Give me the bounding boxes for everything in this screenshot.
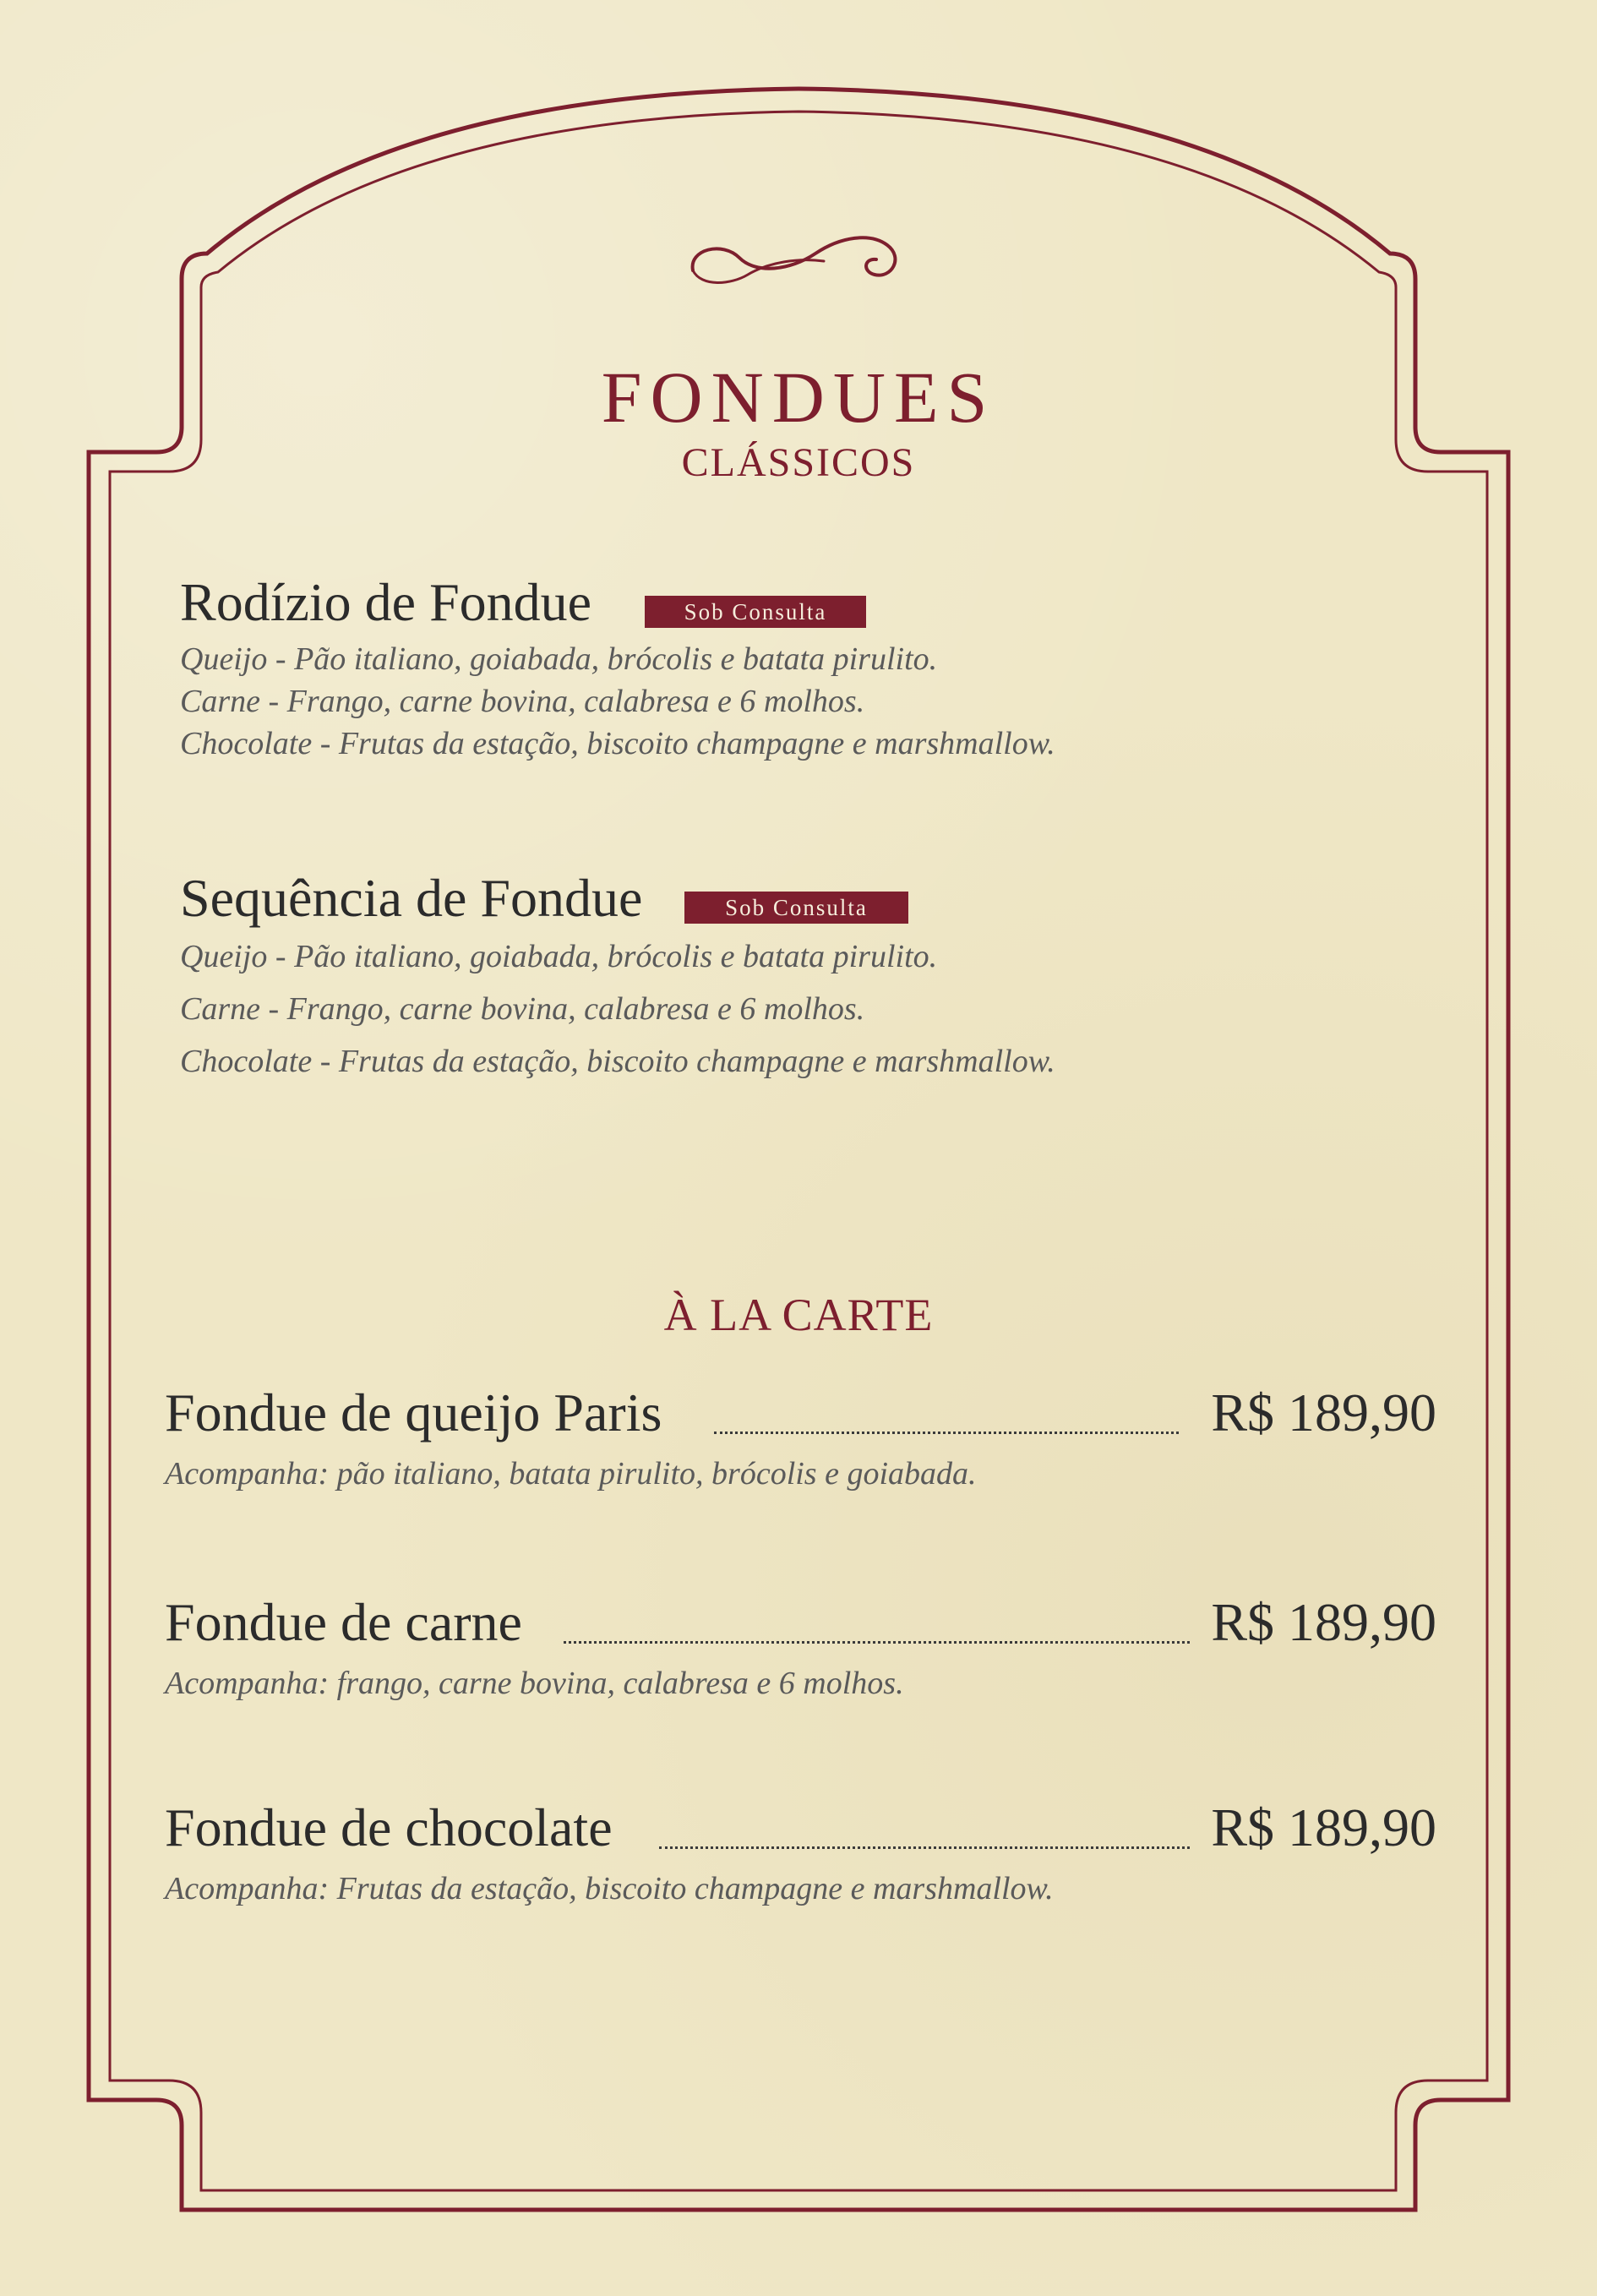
item-description-line: Chocolate - Frutas da estação, biscoito champagne e marshmallow. bbox=[180, 726, 1055, 761]
item-description-line: Queijo - Pão italiano, goiabada, brócolis e batata pirulito. bbox=[180, 641, 938, 677]
item-name-sequencia: Sequência de Fondue bbox=[180, 868, 643, 928]
page-title: FONDUES bbox=[601, 357, 996, 438]
menu-item-row bbox=[165, 1382, 1436, 1449]
menu-item-name: Fondue de chocolate bbox=[165, 1797, 613, 1857]
menu-item-description: Acompanha: Frutas da estação, biscoito champagne e marshmallow. bbox=[165, 1871, 1054, 1906]
menu-item-row bbox=[165, 1797, 1436, 1864]
menu-item-name: Fondue de queijo Paris bbox=[165, 1383, 662, 1442]
dotted-leader bbox=[714, 1432, 1179, 1434]
menu-item-price: R$ 189,90 bbox=[1211, 1383, 1436, 1442]
item-description-line: Carne - Frango, carne bovina, calabresa e 6 molhos. bbox=[180, 991, 865, 1027]
dotted-leader bbox=[564, 1641, 1190, 1644]
menu-item-name: Fondue de carne bbox=[165, 1592, 522, 1652]
item-description-line: Queijo - Pão italiano, goiabada, brócolis e batata pirulito. bbox=[180, 939, 938, 974]
menu-item-description: Acompanha: pão italiano, batata pirulito, brócolis e goiabada. bbox=[165, 1456, 977, 1492]
item-description-line: Chocolate - Frutas da estação, biscoito champagne e marshmallow. bbox=[180, 1044, 1055, 1079]
section-title-a-la-carte: À LA CARTE bbox=[663, 1290, 934, 1340]
status-badge: Sob Consulta bbox=[684, 892, 908, 924]
menu-item-price: R$ 189,90 bbox=[1211, 1592, 1436, 1652]
page-subtitle: CLÁSSICOS bbox=[681, 440, 916, 485]
menu-item-row bbox=[165, 1591, 1436, 1659]
flourish-ornament-icon bbox=[689, 224, 908, 300]
dotted-leader bbox=[659, 1846, 1190, 1849]
item-description-line: Carne - Frango, carne bovina, calabresa e 6 molhos. bbox=[180, 684, 865, 719]
menu-item-price: R$ 189,90 bbox=[1211, 1797, 1436, 1857]
status-badge: Sob Consulta bbox=[645, 596, 866, 628]
item-name-rodizio: Rodízio de Fondue bbox=[180, 572, 592, 632]
menu-item-description: Acompanha: frango, carne bovina, calabresa e 6 molhos. bbox=[165, 1666, 904, 1701]
